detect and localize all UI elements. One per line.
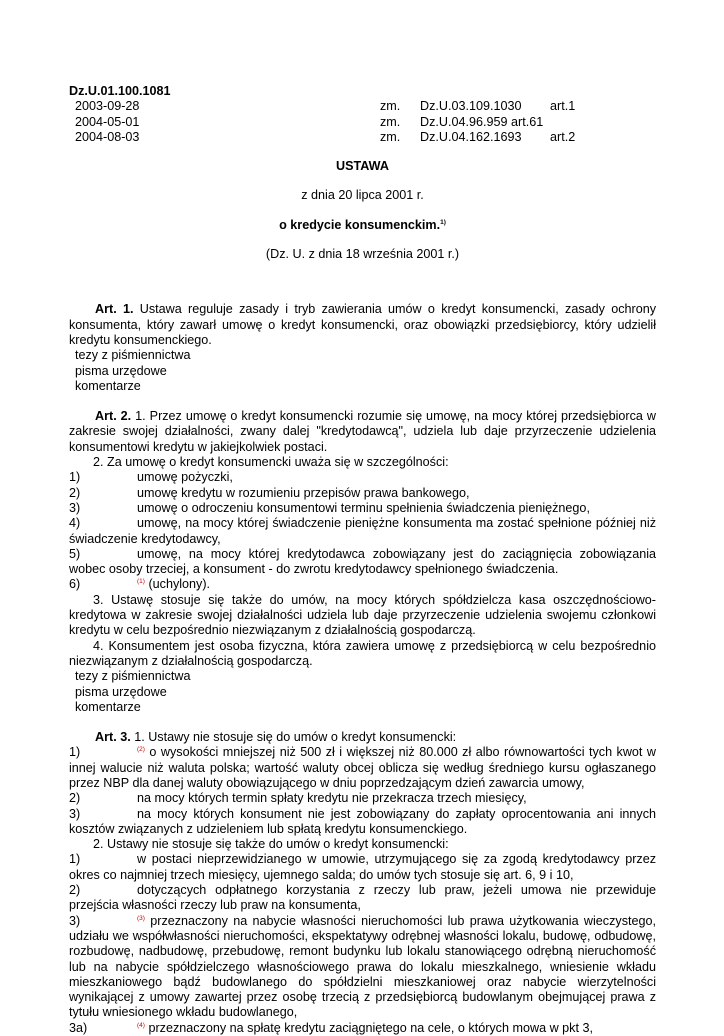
journal-reference: Dz.U.01.100.1081 [69, 84, 171, 98]
amendment-ref: Dz.U.04.96.959 art.61 [420, 114, 544, 129]
article-2-items [69, 470, 656, 577]
item-text: umowę, na mocy której kredytodawca zobowiązany jest do zaciągnięcia zobowiązania wobec osoby trzeciej, a konsument - do zwrotu kredytodawcy spełnionego świadczenia. [69, 546, 656, 577]
footnote-link[interactable]: (1) [137, 578, 145, 586]
list-item [69, 516, 656, 547]
item-number: 1) [69, 470, 81, 485]
article-2: Art. 2. 1. Przez umowę o kredyt konsumencki rozumie się umowę, na mocy której przedsiębiorca w zakresie swojej działalności, zwany dalej "kredytodawcą", udziela lub daje przyrzeczenie udzielenia konsumentowi kredytu w jakiejkolwiek postaci. [69, 409, 656, 454]
footnote-link[interactable]: (2) [137, 746, 145, 754]
amendment-art: art.2 [550, 129, 576, 144]
item-text: na mocy których konsument nie jest zobowiązany do zapłaty oprocentowania ani innych kosztów związanych z udzieleniem lub spłatą kredytu konsumenckiego. [69, 806, 656, 836]
amendment-row [69, 115, 656, 130]
list-item [69, 547, 656, 578]
link-tezy[interactable]: tezy z piśmiennictwa [75, 669, 191, 684]
document-page [69, 84, 656, 1036]
amendment-row [69, 130, 656, 145]
list-item [69, 807, 656, 838]
item-number: 3a) [69, 1020, 88, 1035]
footnote-link[interactable]: (3) [137, 914, 145, 922]
amendment-zm: zm. [380, 114, 401, 129]
item-text: w postaci nieprzewidzianego w umowie, utrzymującego się za zgodą kredytodawcy przez okres co najmniej trzech miesięcy, ujemnego salda; do umów tych stosuje się art. 6, 9 i 10, [69, 852, 656, 882]
list-item [69, 914, 656, 1021]
footnote-link[interactable]: (4) [137, 1021, 145, 1029]
item-text: o wysokości mniejszej niż 500 zł i większej niż 80.000 zł albo równowartości tych kwot w innej walucie niż waluta polska; wartość waluty obcej oblicza się według średniego kursu ogłaszanego przez NBP dla danej waluty obowiązującego w dniu poprzedzającym dzień zawarcia umowy, [69, 745, 656, 790]
list-item [69, 486, 656, 501]
list-item [69, 501, 656, 516]
article-3-paragraph-2: 2. Ustawy nie stosuje się także do umów o kredyt konsumencki: [93, 837, 449, 852]
amendment-zm: zm. [380, 129, 401, 144]
item-number: 1) [69, 745, 81, 760]
item-text: na mocy których termin spłaty kredytu nie przekracza trzech miesięcy, [137, 791, 527, 806]
list-item [69, 883, 656, 914]
article-3-items-1 [69, 745, 656, 837]
item-text: umowę o odroczeniu konsumentowi terminu spełnienia świadczenia pieniężnego, [137, 500, 590, 515]
list-item [69, 1021, 656, 1036]
article-2-paragraph-2: 2. Za umowę o kredyt konsumencki uważa się w szczególności: [93, 455, 449, 470]
link-pisma[interactable]: pisma urzędowe [75, 684, 167, 699]
act-publication: (Dz. U. z dnia 18 września 2001 r.) [265, 247, 460, 262]
link-pisma[interactable]: pisma urzędowe [75, 363, 167, 378]
amendment-ref: Dz.U.03.109.1030 [420, 99, 522, 114]
item-number: 2) [69, 883, 81, 898]
article-3: Art. 3. 1. Ustawy nie stosuje się do umów o kredyt konsumencki: [95, 730, 457, 745]
amendment-zm: zm. [380, 99, 401, 114]
link-komentarze[interactable]: komentarze [75, 699, 141, 714]
item-text: umowę kredytu w rozumieniu przepisów prawa bankowego, [137, 485, 470, 500]
amendment-date: 2004-08-03 [75, 129, 140, 144]
item-number: 3) [69, 500, 81, 515]
item-number: 3) [69, 913, 81, 928]
item-number: 3) [69, 806, 81, 821]
item-number: 1) [69, 852, 81, 867]
item-number: 2) [69, 485, 81, 500]
item-text: dotyczących odpłatnego korzystania z rzeczy lub praw, jeżeli umowa nie przewiduje przejścia własności rzeczy lub praw na konsumenta, [69, 883, 656, 913]
list-item [69, 791, 656, 806]
amendment-row [69, 99, 656, 114]
item-text: przeznaczony na nabycie własności nieruchomości lub prawa użytkowania wieczystego, udziału we współwłasności nieruchomości, ekspektatywy odrębnej własności lokalu, budowę, odbudowę, rozbudowę, nadbudowę, przebudowę, remont budynku lub lokalu stanowiącego odrębną nieruchomość lub na nabycie spółdzielczego własnościowego prawa do lokalu mieszkalnego, wniesienie wkładu mieszkaniowego bądź budowlanego do spółdzielni mieszkaniowej oraz nabycie wierzytelności wynikającej z umowy zawartej przez osobę trzecią z przedsiębiorcą budowlanym obejmującej prawa z tytułu wniesionego wkładu budowlanego, [69, 913, 656, 1020]
act-date: z dnia 20 lipca 2001 r. [301, 188, 424, 203]
item-number: 5) [69, 546, 81, 561]
article-2-item-6: 6) $^{(1)}$ (uchylony). [69, 577, 211, 592]
link-tezy[interactable]: tezy z piśmiennictwa [75, 348, 191, 363]
item-number: 4) [69, 516, 81, 531]
article-3-items-2 [69, 852, 656, 1036]
item-text: przeznaczony na spłatę kredytu zaciągniętego na cele, o których mowa w pkt 3, [144, 1020, 593, 1035]
list-item [69, 852, 656, 883]
act-title: o kredycie konsumenckim.$^{1)}$ [279, 217, 446, 232]
amendment-date: 2004-05-01 [75, 114, 140, 129]
amendment-ref: Dz.U.04.162.1693 [420, 129, 522, 144]
item-number: 2) [69, 791, 81, 806]
link-komentarze[interactable]: komentarze [75, 378, 141, 393]
amendment-date: 2003-09-28 [75, 99, 140, 114]
amendment-art: art.1 [550, 99, 576, 114]
list-item [69, 470, 656, 485]
article-2-paragraph-3: 3. Ustawę stosuje się także do umów, na mocy których spółdzielcza kasa oszczędnościowo-kredytowa w zakresie swojej działalności udziela lub daje przyrzeczenie udzielenia swojemu członkowi kredytu w celu bezpośrednio niezwiązanym z działalnością gospodarczą. [69, 592, 656, 638]
footnote-marker: 1) [440, 218, 446, 226]
amendment-list [69, 99, 656, 145]
list-item [69, 745, 656, 791]
item-text: umowę pożyczki, [137, 470, 233, 485]
item-text: umowę, na mocy której świadczenie pieniężne konsumenta ma zostać spełnione później niż świadczenie kredytodawcy, [69, 516, 656, 546]
article-1: Art. 1. Ustawa reguluje zasady i tryb zawierania umów o kredyt konsumencki, zasady ochrony konsumenta, który zawarł umowę o kredyt konsumencki, oraz obowiązki przedsiębiorcy, który udzielił kredytu konsumenckiego. [69, 302, 656, 347]
act-type: USTAWA [336, 159, 389, 174]
article-2-paragraph-4: 4. Konsumentem jest osoba fizyczna, która zawiera umowę z przedsiębiorcą w celu bezpośrednio niezwiązanym z działalnością gospodarczą. [69, 638, 656, 668]
